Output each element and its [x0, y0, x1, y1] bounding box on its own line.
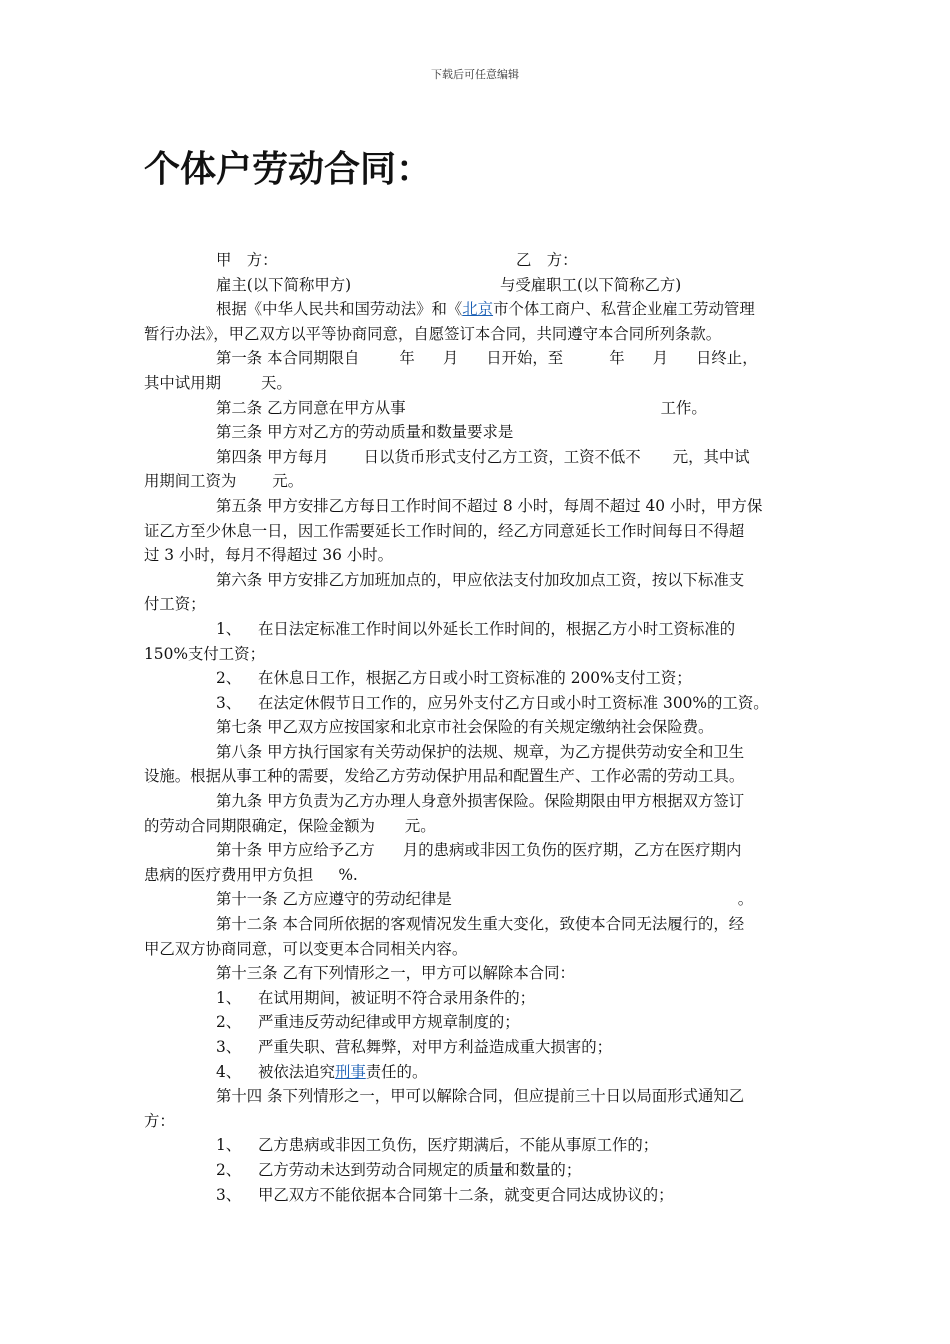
article-4-line-2: [144, 469, 804, 494]
article-3: 第三条 甲方对乙方的劳动质量和数量要求是: [216, 423, 514, 442]
article-1-probation: 其中试用期: [144, 373, 221, 392]
list-text: 乙方患病或非因工负伤，医疗期满后，不能从事原工作的；: [258, 1136, 659, 1155]
article-10-line-2: [144, 863, 804, 888]
list-number: 3、: [216, 693, 242, 712]
preamble-line-1: [144, 297, 804, 322]
list-number: 4、: [216, 1062, 242, 1081]
criminal-link[interactable]: 刑事: [334, 1062, 366, 1081]
list-item: [144, 691, 804, 716]
article-9-yuan: 元。: [404, 816, 436, 835]
list-item: [144, 1035, 804, 1060]
article-4-text: 第四条 甲方每月: [216, 447, 329, 466]
article-9-text: 的劳动合同期限确定，保险金额为: [144, 816, 375, 835]
list-number: 3、: [216, 1038, 242, 1056]
article-11-text: 第十一条 乙方应遵守的劳动纪律是: [216, 890, 452, 909]
list-item-continuation: 150%支付工资；: [144, 644, 265, 663]
party-labels: [144, 248, 804, 273]
list-number: 2、: [216, 669, 242, 688]
article-10-text: 第十条 甲方应给予乙方: [216, 841, 375, 860]
article-14-line-1: 第十四 条下列情形之一，甲可以解除合同，但应提前三十日以局面形式通知乙: [216, 1087, 745, 1106]
list-item: [144, 617, 804, 642]
list-number: 2、: [216, 1160, 242, 1179]
preamble-text-a: 根据《中华人民共和国劳动法》和《: [216, 300, 463, 319]
article-12-line-1: 第十二条 本合同所依据的客观情况发生重大变化，致使本合同无法履行的，经: [216, 915, 745, 934]
preamble-text-b: 市个体工商户、私营企业雇工劳动管理: [493, 300, 755, 319]
list-item: [144, 1010, 804, 1035]
article-4-pay: 日以货币形式支付乙方工资，工资不低不: [363, 447, 641, 466]
article-6-line-1: 第六条 甲方安排乙方加班加点的，甲应依法支付加玫加点工资，按以下标准支: [216, 570, 745, 589]
article-1-start: 日开始，至: [486, 349, 564, 368]
article-6-line-2: 付工资；: [144, 595, 206, 614]
document-title: 个体户劳动合同：: [144, 149, 433, 190]
article-5-line-1: 第五条 甲方安排乙方每日工作时间不超过 8 小时，每周不超过 40 小时，甲方保: [216, 496, 763, 515]
list-text: 严重失职、营私舞弊，对甲方利益造成重大损害的；: [258, 1038, 612, 1056]
article-1-line-1: [144, 346, 804, 371]
article-11-end: 。: [737, 890, 754, 909]
list-number: 2、: [216, 1013, 242, 1032]
header-note: 下载后可任意编辑: [431, 68, 519, 81]
article-4-probation-pay: 用期间工资为: [144, 472, 237, 491]
list-text: 甲乙双方不能依据本合同第十二条，就变更合同达成协议的；: [258, 1185, 674, 1204]
party-yi-label: 乙 方：: [516, 251, 578, 269]
article-14-line-2: 方：: [144, 1111, 175, 1130]
article-9-line-1: 第九条 甲方负责为乙方办理人身意外损害保险。保险期限由甲方根据双方签订: [216, 792, 745, 811]
list-text: 在试用期间，被证明不符合录用条件的；: [258, 988, 536, 1007]
list-text: 被依法追究: [258, 1062, 335, 1081]
article-7: 第七条 甲乙双方应按国家和北京市社会保险的有关规定缴纳社会保险费。: [216, 718, 714, 737]
preamble-line-2: 暂行办法》，甲乙双方以平等协商同意，自愿签订本合同，共同遵守本合同所列条款。: [144, 324, 722, 343]
list-item: [144, 1158, 804, 1183]
article-1-days: 天。: [260, 373, 292, 392]
party-yi-desc: 与受雇职工(以下简称乙方): [500, 275, 682, 294]
article-1-year: 年: [399, 349, 415, 368]
article-2-text: 第二条 乙方同意在甲方从事: [216, 398, 406, 417]
list-text: 在日法定标准工作时间以外延长工作时间的，根据乙方小时工资标准的: [258, 619, 736, 638]
list-number: 1、: [216, 619, 242, 638]
article-10-line-1: [144, 838, 804, 863]
article-2-work: 工作。: [660, 398, 707, 417]
article-4-yuan: 元，其中试: [672, 447, 750, 466]
article-8-line-2: 设施。根据从事工种的需要，发给乙方劳动保护用品和配置生产、工作必需的劳动工具。: [144, 767, 745, 786]
article-10-percent: %.: [338, 865, 358, 884]
article-11: [144, 887, 804, 912]
list-number: 1、: [216, 1136, 242, 1155]
article-10-medical: 月的患病或非因工负伤的医疗期，乙方在医疗期内: [402, 841, 742, 860]
list-item: [144, 1133, 804, 1158]
list-item: [144, 986, 804, 1011]
article-1-end-year: 年: [609, 349, 625, 368]
beijing-link[interactable]: 北京: [462, 300, 494, 319]
article-4-yuan-2: 元。: [272, 472, 304, 491]
list-text-end: 责任的。: [365, 1062, 428, 1081]
list-text: 在法定休假节日工作的，应另外支付乙方日或小时工资标准 300%的工资。: [258, 693, 769, 712]
list-item: [144, 1183, 804, 1208]
article-8-line-1: 第八条 甲方执行国家有关劳动保护的法规、规章，为乙方提供劳动安全和卫生: [216, 742, 745, 761]
list-number: 1、: [216, 988, 242, 1007]
article-1-month: 月: [442, 349, 459, 368]
article-5-line-2: 证乙方至少休息一日，因工作需要延长工作时间的，经乙方同意延长工作时间每日不得超: [144, 521, 745, 540]
article-1-text: 第一条 本合同期限自: [216, 349, 360, 368]
article-1-end-month: 月: [652, 349, 669, 368]
article-9-line-2: [144, 814, 804, 839]
list-text: 乙方劳动未达到劳动合同规定的质量和数量的；: [258, 1160, 582, 1179]
article-1-end: 日终止，: [696, 349, 758, 368]
list-text: 严重违反劳动纪律或甲方规章制度的；: [258, 1013, 520, 1032]
list-item: [144, 666, 804, 691]
article-12-line-2: 甲乙双方协商同意，可以变更本合同相关内容。: [144, 939, 468, 958]
article-10-cost: 患病的医疗费用甲方负担: [144, 865, 314, 884]
party-jia-label: 甲 方：: [216, 251, 278, 269]
article-1-line-2: [144, 371, 804, 396]
list-text: 在休息日工作，根据乙方日或小时工资标准的 200%支付工资；: [258, 669, 692, 688]
party-jia-desc: 雇主(以下简称甲方): [216, 275, 352, 294]
party-descriptions: [144, 273, 804, 298]
contract-body: [144, 248, 804, 1207]
article-2: [144, 396, 804, 421]
list-item: [144, 1060, 804, 1085]
list-number: 3、: [216, 1185, 242, 1204]
article-13-line-1: 第十三条 乙有下列情形之一，甲方可以解除本合同：: [216, 964, 575, 983]
article-5-line-3: 过 3 小时，每月不得超过 36 小时。: [144, 546, 394, 565]
article-4-line-1: [144, 445, 804, 470]
